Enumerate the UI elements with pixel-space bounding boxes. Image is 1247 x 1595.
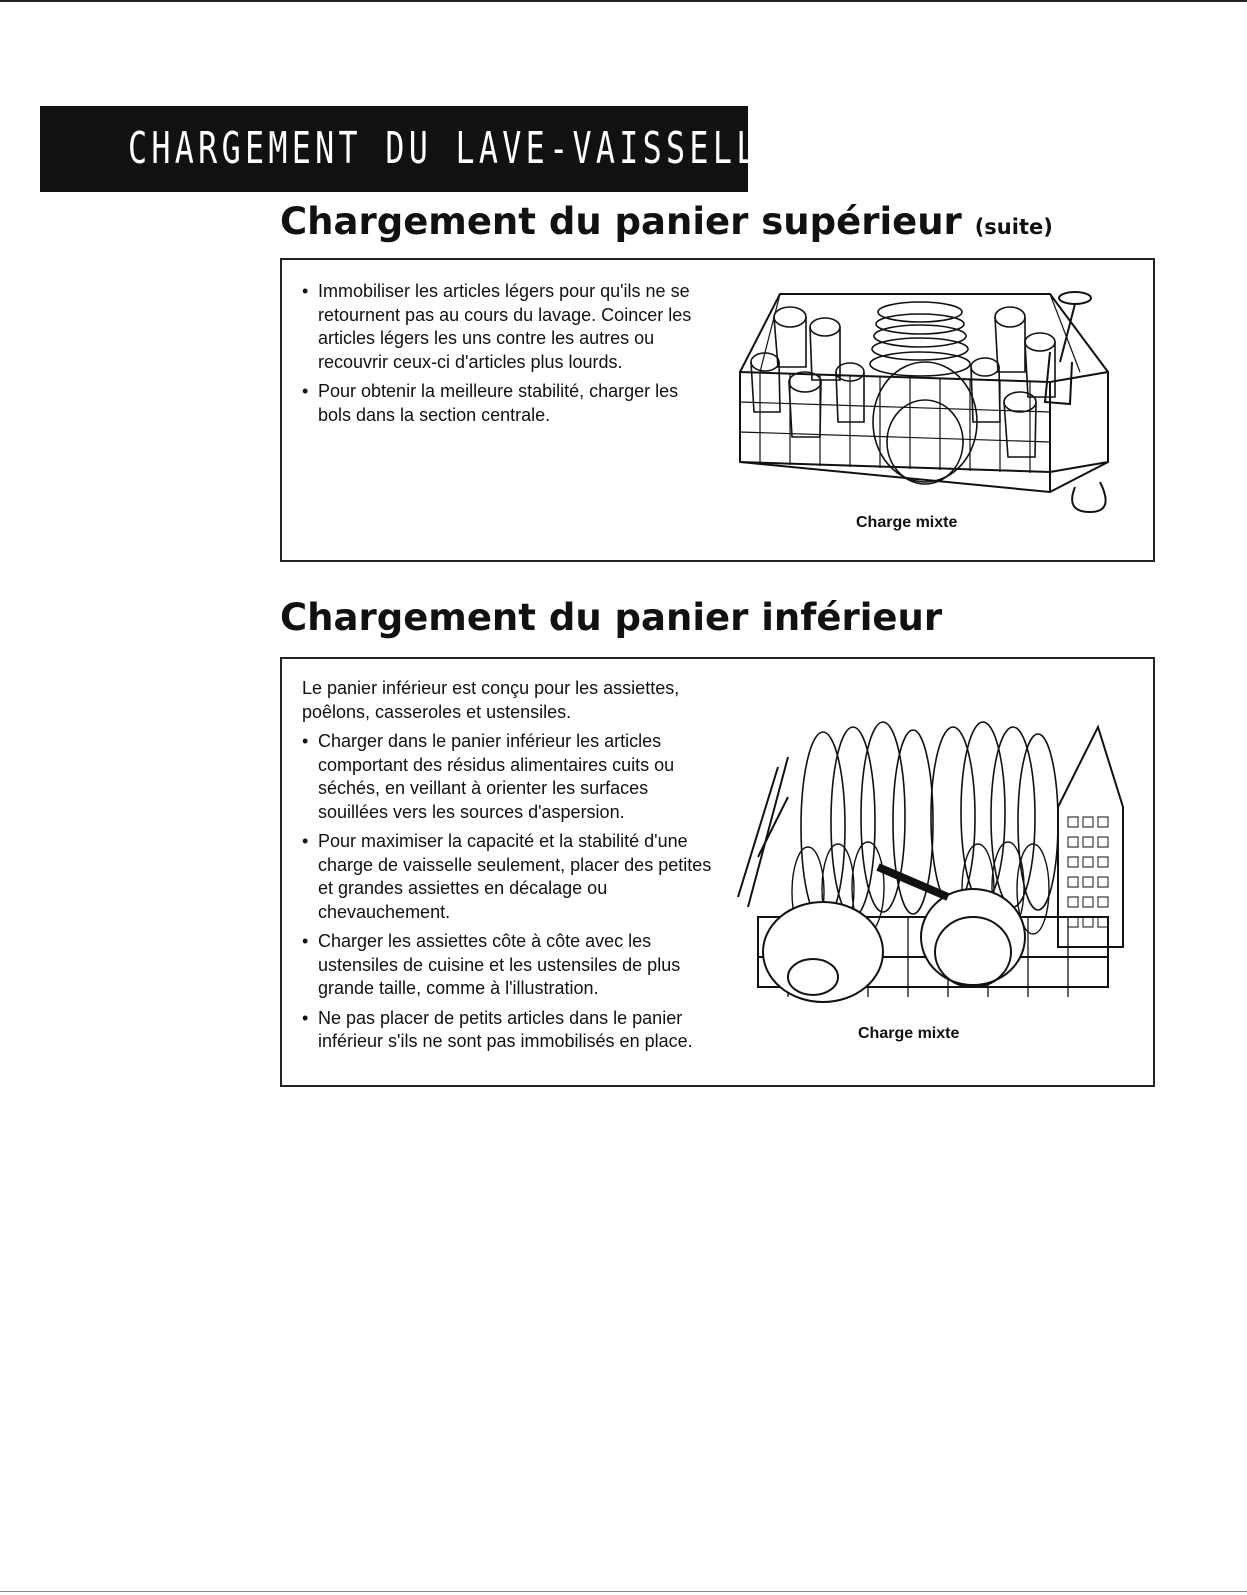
top-rule	[0, 0, 1247, 2]
upper-rack-text	[302, 280, 702, 433]
lower-rack-caption: Charge mixte	[858, 1025, 960, 1042]
lower-rack-heading	[280, 596, 942, 639]
lower-rack-intro: Le panier inférieur est conçu pour les assiettes, poêlons, casseroles et ustensiles.	[302, 678, 680, 722]
upper-bullet-2: • Pour obtenir la meilleure stabilité, charger les bols dans la section centrale.	[302, 380, 702, 427]
banner-title: CHARGEMENT DU LAVE-VAISSELLE	[128, 123, 784, 174]
upper-rack-heading-suffix: (suite)	[974, 215, 1053, 239]
upper-rack-heading-text: Chargement du panier supérieur	[280, 200, 962, 243]
upper-rack-caption: Charge mixte	[856, 514, 958, 531]
lower-rack-illustration	[728, 717, 1128, 1017]
lower-bullet-1: • Charger dans le panier inférieur les articles comportant des résidus alimentaires cuits ou séchés, en veillant à orienter les surfaces souillées vers les sources d'aspersion.	[302, 730, 722, 824]
bottom-rule	[0, 1591, 1247, 1592]
upper-rack-illustration	[720, 272, 1120, 532]
upper-bullet-1: • Immobiliser les articles légers pour qu'ils ne se retournent pas au cours du lavage. Coincer les articles légers les uns contre les autres ou recouvrir ceux-ci d'articles plus lourds.	[302, 280, 702, 374]
upper-rack-heading	[280, 200, 1053, 243]
lower-rack-heading-text: Chargement du panier inférieur	[280, 596, 943, 639]
lower-bullet-4: • Ne pas placer de petits articles dans le panier inférieur s'ils ne sont pas immobilisés en place.	[302, 1007, 722, 1054]
lower-bullet-3: • Charger les assiettes côte à côte avec les ustensiles de cuisine et les ustensiles de plus grande taille, comme à l'illustration.	[302, 930, 722, 1001]
upper-rack-bullets	[302, 280, 702, 427]
lower-rack-bullets	[302, 730, 722, 1054]
section-banner	[40, 106, 784, 192]
lower-rack-box	[280, 657, 1155, 1087]
lower-bullet-2: • Pour maximiser la capacité et la stabilité d'une charge de vaisselle seulement, placer des petites et grandes assiettes en décalage ou chevauchement.	[302, 830, 722, 924]
lower-rack-text	[302, 677, 722, 1060]
upper-rack-box	[280, 258, 1155, 562]
